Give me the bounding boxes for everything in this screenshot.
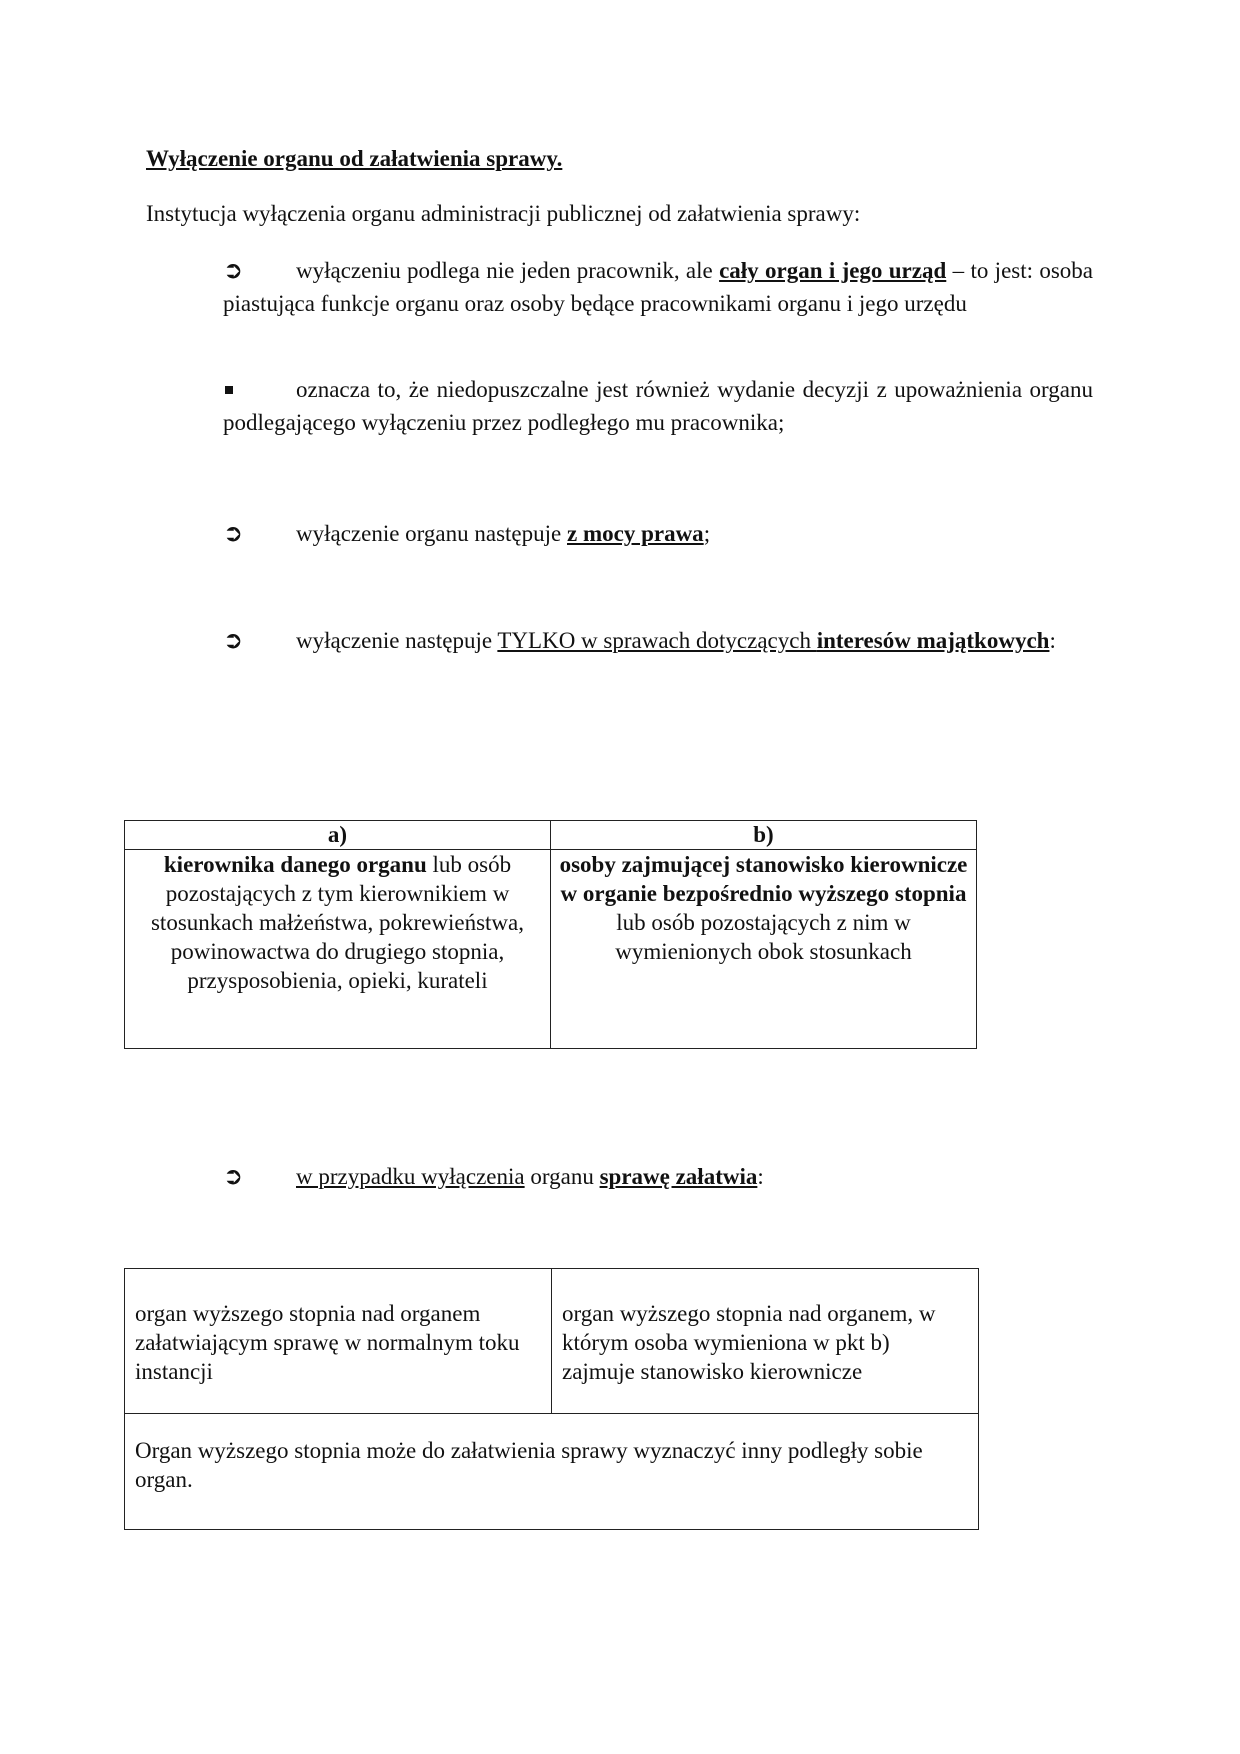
item-text: ;	[703, 521, 711, 546]
item-emphasis: interesów majątkowych	[816, 628, 1050, 653]
table-header-b: b)	[551, 821, 977, 850]
item-text: wyłączenie następuje	[296, 628, 498, 653]
item-text: oznacza to, że niedopuszczalne jest również wydanie decyzji z upoważnienia organu podlegającego wyłączeniu przez podległego mu pracownika;	[223, 377, 1093, 435]
item-text: organu	[524, 1164, 600, 1189]
list-item	[223, 373, 1093, 439]
item-text: wyłączenie organu następuje	[296, 521, 567, 546]
table-header-a: a)	[125, 821, 551, 850]
cell-text: lub osób pozostających z nim w wymienionych obok stosunkach	[615, 910, 912, 964]
item-text: :	[757, 1164, 764, 1189]
cell-emphasis: kierownika danego organu	[163, 852, 427, 877]
item-text: :	[1049, 628, 1056, 653]
item-text: wyłączeniu podlega nie jeden pracownik, ale	[296, 258, 720, 283]
arrow-bullet-icon: ➲	[223, 256, 244, 284]
table-cell-bottom: Organ wyższego stopnia może do załatwienia sprawy wyznaczyć inny podległy sobie organ.	[125, 1414, 979, 1530]
list-item	[223, 254, 1093, 320]
list-item	[223, 1160, 1093, 1193]
arrow-bullet-icon: ➲	[223, 626, 244, 654]
table-cell-left: organ wyższego stopnia nad organem załatwiającym sprawę w normalnym toku instancji	[125, 1269, 552, 1414]
item-emphasis: cały organ i jego urząd	[719, 258, 947, 283]
item-text: – to jest: osoba piastująca funkcje organu oraz osoby będące pracownikami organu i jego urzędu	[223, 258, 1093, 316]
arrow-bullet-icon: ➲	[223, 519, 244, 547]
item-emphasis: z mocy prawa	[567, 521, 704, 546]
table-cell-right: organ wyższego stopnia nad organem, w którym osoba wymieniona w pkt b) zajmuje stanowisko kierownicze	[552, 1269, 979, 1414]
table-cell-b	[551, 850, 977, 1049]
handling-authority-table	[124, 1268, 979, 1530]
square-bullet-icon	[225, 386, 233, 394]
list-item	[223, 517, 1093, 550]
cell-text: lub osób pozostających z tym kierownikiem w stosunkach małżeństwa, pokrewieństwa, powinowactwa do drugiego stopnia, przysposobienia, opieki, kurateli	[150, 852, 524, 993]
intro-paragraph: Instytucja wyłączenia organu administracji publicznej od załatwienia sprawy:	[146, 201, 861, 226]
item-underlined: TYLKO w sprawach dotyczących	[497, 628, 817, 653]
item-underlined: w przypadku wyłączenia	[296, 1164, 525, 1189]
list-item	[223, 624, 1093, 657]
cell-emphasis: osoby zajmującej stanowisko kierownicze w organie bezpośrednio wyższego stopnia	[559, 852, 968, 906]
exclusion-cases-table	[124, 820, 977, 1049]
document-title: Wyłączenie organu od załatwienia sprawy.	[146, 146, 563, 171]
arrow-bullet-icon: ➲	[223, 1162, 244, 1190]
table-cell-a	[125, 850, 551, 1049]
item-emphasis: sprawę załatwia	[599, 1164, 758, 1189]
